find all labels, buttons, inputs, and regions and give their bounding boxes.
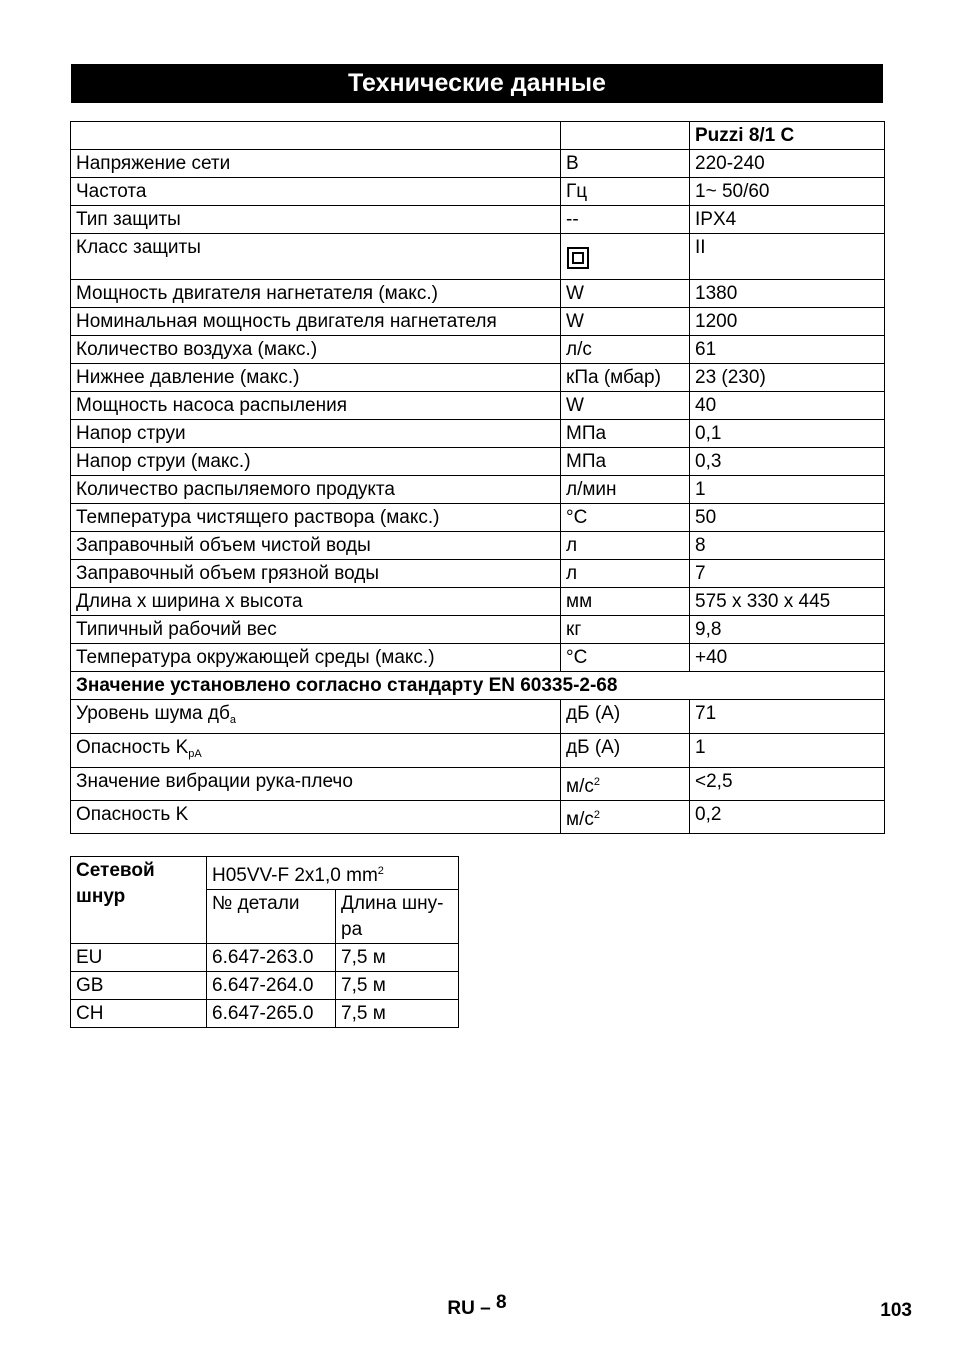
footer-section-label xyxy=(0,1292,954,1320)
spec-label: Значение вибрации рука-плечо xyxy=(71,768,561,801)
spec-value: 0,3 xyxy=(690,448,885,476)
spec-unit: W xyxy=(561,308,690,336)
table-row xyxy=(71,336,885,364)
cord-title: Сетевой шнур xyxy=(71,857,207,944)
table-row xyxy=(71,560,885,588)
spec-label: Количество воздуха (макс.) xyxy=(71,336,561,364)
table-row xyxy=(71,150,885,178)
cord-region: CH xyxy=(71,1000,207,1028)
table-row xyxy=(71,476,885,504)
spec-value: 23 (230) xyxy=(690,364,885,392)
cord-region: EU xyxy=(71,944,207,972)
spec-value: 1200 xyxy=(690,308,885,336)
table-row xyxy=(71,857,459,890)
model-name: Puzzi 8/1 C xyxy=(690,122,885,150)
spec-unit: дБ (A) xyxy=(561,734,690,768)
table-row xyxy=(71,734,885,768)
spec-label-text: Опасность K xyxy=(76,737,189,758)
spec-value: 1380 xyxy=(690,280,885,308)
table-row xyxy=(71,420,885,448)
spec-label: Напор струи xyxy=(71,420,561,448)
spec-unit: -- xyxy=(561,206,690,234)
spec-unit xyxy=(561,768,690,801)
specifications-table xyxy=(70,121,885,834)
spec-label: Длина x ширина x высота xyxy=(71,588,561,616)
footer-section-page: 8 xyxy=(496,1292,507,1313)
spec-unit: мм xyxy=(561,588,690,616)
spec-value: <2,5 xyxy=(690,768,885,801)
spec-value: 0,2 xyxy=(690,801,885,834)
table-header-row xyxy=(71,122,885,150)
table-row xyxy=(71,532,885,560)
spec-unit: МПа xyxy=(561,420,690,448)
table-row xyxy=(71,178,885,206)
table-row xyxy=(71,1000,459,1028)
spec-value: II xyxy=(690,234,885,280)
spec-label xyxy=(71,734,561,768)
standard-note-row xyxy=(71,672,885,700)
spec-unit-text: м/с xyxy=(566,776,594,797)
spec-unit: кПа (мбар) xyxy=(561,364,690,392)
page-number: 103 xyxy=(880,1300,912,1321)
standard-note: Значение установлено согласно стандарту EN 60335-2-68 xyxy=(71,672,885,700)
spec-unit: л/с xyxy=(561,336,690,364)
table-row xyxy=(71,206,885,234)
spec-unit: °C xyxy=(561,504,690,532)
spec-unit xyxy=(561,801,690,834)
cable-type xyxy=(207,857,459,890)
table-row xyxy=(71,944,459,972)
part-number-header: № детали xyxy=(207,890,336,944)
spec-unit: кг xyxy=(561,616,690,644)
page-title: Технические данные xyxy=(71,64,883,103)
spec-value: 7 xyxy=(690,560,885,588)
spec-value: 50 xyxy=(690,504,885,532)
table-row xyxy=(71,308,885,336)
spec-value: 220-240 xyxy=(690,150,885,178)
cord-length-header: Длина шну-ра xyxy=(336,890,459,944)
header-empty-cell xyxy=(561,122,690,150)
protection-class-ii-icon xyxy=(567,247,589,269)
spec-label: Класс защиты xyxy=(71,234,561,280)
spec-label: Мощность двигателя нагнетателя (макс.) xyxy=(71,280,561,308)
spec-unit: W xyxy=(561,392,690,420)
cord-part-number: 6.647-264.0 xyxy=(207,972,336,1000)
spec-label xyxy=(71,700,561,734)
table-row xyxy=(71,700,885,734)
spec-unit-superscript: 2 xyxy=(593,809,600,821)
spec-unit: °C xyxy=(561,644,690,672)
footer-language: RU – xyxy=(447,1298,491,1319)
spec-label: Нижнее давление (макс.) xyxy=(71,364,561,392)
cord-length: 7,5 м xyxy=(336,944,459,972)
spec-label: Частота xyxy=(71,178,561,206)
spec-value: 1~ 50/60 xyxy=(690,178,885,206)
table-row xyxy=(71,616,885,644)
spec-unit xyxy=(561,234,690,280)
spec-value: 575 x 330 x 445 xyxy=(690,588,885,616)
table-row xyxy=(71,448,885,476)
spec-label: Напряжение сети xyxy=(71,150,561,178)
spec-unit: л xyxy=(561,560,690,588)
spec-value: 1 xyxy=(690,734,885,768)
cord-length: 7,5 м xyxy=(336,972,459,1000)
table-row xyxy=(71,364,885,392)
table-row xyxy=(71,644,885,672)
spec-value: 0,1 xyxy=(690,420,885,448)
table-row xyxy=(71,234,885,280)
spec-value: 8 xyxy=(690,532,885,560)
power-cord-table xyxy=(70,856,459,1028)
spec-value: 71 xyxy=(690,700,885,734)
spec-value: 9,8 xyxy=(690,616,885,644)
cable-type-text: H05VV-F 2x1,0 mm xyxy=(212,865,378,886)
spec-value: 40 xyxy=(690,392,885,420)
spec-unit-superscript: 2 xyxy=(593,776,600,788)
spec-unit: Гц xyxy=(561,178,690,206)
spec-label-subscript: pA xyxy=(188,748,202,760)
spec-label: Заправочный объем чистой воды xyxy=(71,532,561,560)
table-row xyxy=(71,801,885,834)
spec-label-subscript: a xyxy=(229,714,236,726)
cord-length: 7,5 м xyxy=(336,1000,459,1028)
spec-label: Опасность K xyxy=(71,801,561,834)
spec-unit: л xyxy=(561,532,690,560)
table-row xyxy=(71,392,885,420)
spec-label: Напор струи (макс.) xyxy=(71,448,561,476)
spec-label: Номинальная мощность двигателя нагнетателя xyxy=(71,308,561,336)
spec-unit-text: м/с xyxy=(566,809,594,830)
cable-type-superscript: 2 xyxy=(377,865,384,877)
spec-label: Мощность насоса распыления xyxy=(71,392,561,420)
spec-unit: л/мин xyxy=(561,476,690,504)
spec-value: +40 xyxy=(690,644,885,672)
table-row xyxy=(71,588,885,616)
spec-label-text: Уровень шума дб xyxy=(76,703,230,724)
spec-unit: В xyxy=(561,150,690,178)
spec-unit: МПа xyxy=(561,448,690,476)
header-empty-cell xyxy=(71,122,561,150)
table-row xyxy=(71,972,459,1000)
cord-part-number: 6.647-265.0 xyxy=(207,1000,336,1028)
cord-region: GB xyxy=(71,972,207,1000)
spec-unit: W xyxy=(561,280,690,308)
table-row xyxy=(71,504,885,532)
cord-part-number: 6.647-263.0 xyxy=(207,944,336,972)
spec-value: 61 xyxy=(690,336,885,364)
spec-label: Типичный рабочий вес xyxy=(71,616,561,644)
table-row xyxy=(71,768,885,801)
spec-label: Температура окружающей среды (макс.) xyxy=(71,644,561,672)
spec-label: Заправочный объем грязной воды xyxy=(71,560,561,588)
spec-value: IPX4 xyxy=(690,206,885,234)
table-row xyxy=(71,280,885,308)
spec-label: Температура чистящего раствора (макс.) xyxy=(71,504,561,532)
spec-unit: дБ (A) xyxy=(561,700,690,734)
spec-label: Тип защиты xyxy=(71,206,561,234)
spec-value: 1 xyxy=(690,476,885,504)
spec-label: Количество распыляемого продукта xyxy=(71,476,561,504)
